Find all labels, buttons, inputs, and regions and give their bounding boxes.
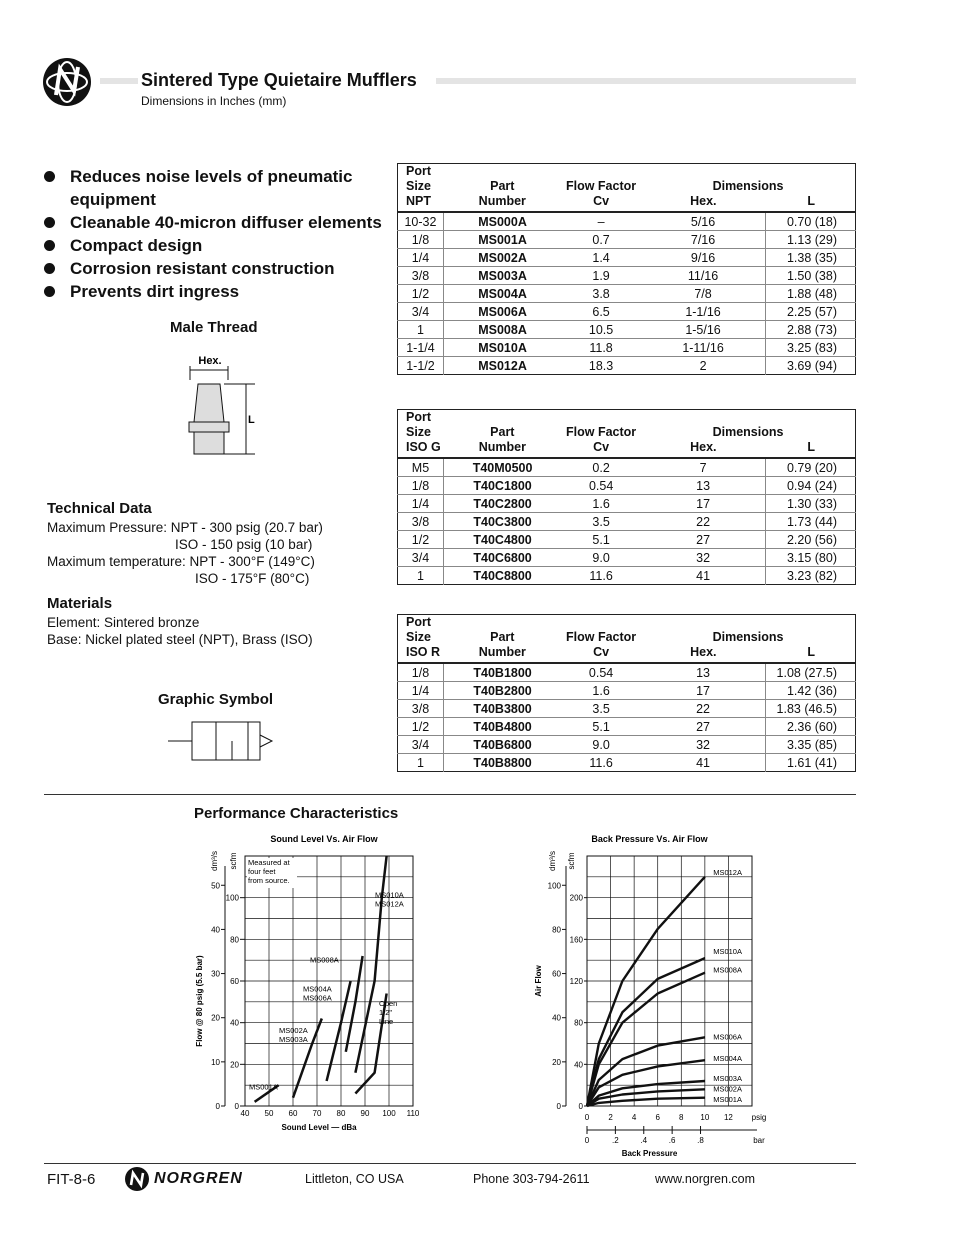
- table-row: [398, 357, 856, 375]
- cell-part: T40B4800: [443, 718, 561, 736]
- series-line: [346, 956, 363, 1052]
- note-text: four feet: [248, 867, 276, 876]
- male-thread-drawing: [180, 350, 260, 460]
- table-row: [398, 663, 856, 682]
- cell-port: 3/8: [398, 513, 444, 531]
- x-tick-psig: 6: [655, 1113, 660, 1122]
- footer-divider: [44, 1163, 856, 1164]
- cell-hex: 27: [641, 531, 766, 549]
- cell-part: T40M0500: [443, 458, 561, 477]
- table-row: [398, 718, 856, 736]
- header-part: Part: [490, 425, 515, 439]
- cell-part: MS006A: [443, 303, 561, 321]
- chart-title: Back Pressure Vs. Air Flow: [591, 834, 708, 844]
- y-tick-label-scfm: 40: [230, 1018, 239, 1028]
- cell-port: 1/8: [398, 477, 444, 495]
- x-tick-label: 110: [406, 1109, 420, 1118]
- cell-hex: 13: [641, 663, 766, 682]
- cell-port: 1/2: [398, 531, 444, 549]
- norgren-footer-logo: [124, 1166, 243, 1192]
- series-label-line: Line: [379, 1017, 394, 1026]
- y-unit-dm3s: dm³/s: [548, 851, 557, 871]
- table-row: [398, 754, 856, 772]
- cell-port: 3/8: [398, 700, 444, 718]
- cell-part: MS003A: [443, 267, 561, 285]
- footer-location: Littleton, CO USA: [305, 1172, 404, 1186]
- header-size: Size: [406, 630, 432, 644]
- x-tick-label: 70: [312, 1109, 322, 1118]
- cell-hex: 17: [641, 495, 766, 513]
- cell-l: 1.08 (27.5): [766, 663, 856, 682]
- page-number: FIT-8-6: [47, 1171, 96, 1188]
- cell-l: 2.20 (56): [766, 531, 856, 549]
- header-hex: Hex.: [641, 194, 766, 212]
- y-tick-label-dm3s: 30: [211, 969, 220, 979]
- header-port: Port: [406, 164, 431, 178]
- cell-part: T40C2800: [443, 495, 561, 513]
- cell-port: 3/4: [398, 303, 444, 321]
- cell-part: MS002A: [443, 249, 561, 267]
- cell-cv: 1.4: [561, 249, 641, 267]
- cell-cv: 0.54: [561, 477, 641, 495]
- x-tick-label: 100: [382, 1109, 396, 1118]
- tech-line: ISO - 175°F (80°C): [195, 571, 310, 586]
- header-flow: Flow Factor: [566, 630, 637, 644]
- cell-cv: 3.8: [561, 285, 641, 303]
- cell-cv: 5.1: [561, 531, 641, 549]
- header-cv: Cv: [561, 645, 641, 663]
- header-flow: Flow Factor: [566, 425, 637, 439]
- iso-g-dimensions-table: [397, 409, 856, 585]
- series-label: MS006A: [713, 1032, 743, 1042]
- material-line: Base: Nickel plated steel (NPT), Brass (ISO): [47, 632, 313, 647]
- cell-part: T40C4800: [443, 531, 561, 549]
- y-tick-dm3s: 40: [552, 1013, 561, 1023]
- cell-port: 1: [398, 754, 444, 772]
- cell-hex: 41: [641, 754, 766, 772]
- tech-line: Maximum temperature: NPT - 300°F (149°C): [47, 554, 315, 569]
- note-text: from source.: [248, 876, 290, 885]
- cell-l: 1.13 (29): [766, 231, 856, 249]
- chart-title: Sound Level Vs. Air Flow: [270, 834, 378, 844]
- series-label-line: MS012A: [375, 899, 404, 909]
- x-tick-label: 90: [360, 1109, 370, 1118]
- cell-port: 1/2: [398, 718, 444, 736]
- cell-cv: 10.5: [561, 321, 641, 339]
- y-tick-scfm: 160: [569, 935, 583, 945]
- y-tick-scfm: 200: [569, 893, 583, 903]
- feature-item: Prevents dirt ingress: [44, 280, 394, 303]
- x-tick-bar: .6: [668, 1136, 676, 1145]
- cell-cv: 0.7: [561, 231, 641, 249]
- cell-l: 1.61 (41): [766, 754, 856, 772]
- header-dims: Dimensions: [712, 630, 784, 644]
- y-tick-label-scfm: 0: [234, 1102, 239, 1111]
- cell-l: 2.36 (60): [766, 718, 856, 736]
- cell-l: 3.69 (94): [766, 357, 856, 375]
- cell-hex: 32: [641, 736, 766, 754]
- x-tick-label: 60: [288, 1109, 298, 1118]
- header-number: Number: [443, 645, 561, 663]
- header-size: Size: [406, 179, 432, 193]
- series-label-line: MS006A: [303, 993, 332, 1003]
- cell-hex: 13: [641, 477, 766, 495]
- x-tick-bar: .8: [697, 1136, 704, 1145]
- cell-port: 1/4: [398, 682, 444, 700]
- cell-port: 3/4: [398, 549, 444, 567]
- graphic-symbol-drawing: [168, 718, 278, 764]
- cell-port: 1/8: [398, 231, 444, 249]
- series-line: [587, 1098, 705, 1106]
- table-row: [398, 513, 856, 531]
- x-tick-label: 40: [240, 1109, 250, 1118]
- cell-cv: 0.54: [561, 663, 641, 682]
- series-label: MS012A: [713, 867, 743, 877]
- y-tick-label-dm3s: 0: [215, 1102, 220, 1111]
- cell-hex: 17: [641, 682, 766, 700]
- x-unit-psig: psig: [751, 1113, 767, 1122]
- cell-l: 1.73 (44): [766, 513, 856, 531]
- npt-dimensions-table: [397, 163, 856, 375]
- series-label: MS010A: [713, 946, 743, 956]
- cell-hex: 1-1/16: [641, 303, 766, 321]
- cell-part: MS004A: [443, 285, 561, 303]
- feature-list: [44, 165, 394, 303]
- y-unit-scfm: scfm: [567, 852, 576, 870]
- y-tick-label-dm3s: 20: [211, 1013, 220, 1023]
- table-row: [398, 267, 856, 285]
- x-axis-label: Sound Level — dBa: [281, 1123, 357, 1132]
- table-row: [398, 231, 856, 249]
- header-type: ISO R: [398, 645, 444, 663]
- header-type: NPT: [398, 194, 444, 212]
- cell-part: T40C1800: [443, 477, 561, 495]
- cell-part: MS001A: [443, 231, 561, 249]
- series-label: MS003A: [713, 1074, 743, 1083]
- cell-port: 3/4: [398, 736, 444, 754]
- series-label-line: 1/2": [379, 1008, 393, 1017]
- table-row: [398, 249, 856, 267]
- male-thread-title: Male Thread: [170, 319, 258, 336]
- cell-l: 1.30 (33): [766, 495, 856, 513]
- y-tick-label-scfm: 20: [230, 1060, 239, 1070]
- table-row: [398, 736, 856, 754]
- y-tick-label-scfm: 80: [230, 935, 239, 945]
- cell-hex: 27: [641, 718, 766, 736]
- cell-part: MS010A: [443, 339, 561, 357]
- cell-port: 1-1/2: [398, 357, 444, 375]
- cell-part: MS000A: [443, 212, 561, 231]
- tech-line: ISO - 150 psig (10 bar): [175, 537, 313, 552]
- table-row: [398, 682, 856, 700]
- header-part: Part: [490, 179, 515, 193]
- header-l: L: [766, 645, 856, 663]
- cell-hex: 22: [641, 513, 766, 531]
- x-tick-label: 50: [264, 1109, 274, 1118]
- cell-cv: 6.5: [561, 303, 641, 321]
- table-row: [398, 531, 856, 549]
- footer-phone: Phone 303-794-2611: [473, 1172, 590, 1186]
- cell-hex: 2: [641, 357, 766, 375]
- header-l: L: [766, 194, 856, 212]
- cell-l: 3.15 (80): [766, 549, 856, 567]
- back-pressure-chart: [530, 828, 770, 1158]
- y-tick-dm3s: 80: [552, 925, 561, 935]
- cell-part: T40B1800: [443, 663, 561, 682]
- header-l: L: [766, 440, 856, 458]
- cell-port: 1/4: [398, 249, 444, 267]
- cell-cv: 0.2: [561, 458, 641, 477]
- cell-part: MS008A: [443, 321, 561, 339]
- cell-l: 2.25 (57): [766, 303, 856, 321]
- header-hex: Hex.: [641, 440, 766, 458]
- materials-data: [47, 614, 313, 648]
- cell-part: MS012A: [443, 357, 561, 375]
- series-label-line: MS003A: [279, 1035, 308, 1045]
- section-divider: [44, 794, 856, 795]
- table-row: [398, 339, 856, 357]
- x-tick-psig: 12: [723, 1113, 733, 1122]
- cell-l: 1.88 (48): [766, 285, 856, 303]
- table-row: [398, 303, 856, 321]
- cell-port: 1/8: [398, 663, 444, 682]
- norgren-n-icon: [124, 1166, 150, 1192]
- cell-l: 0.79 (20): [766, 458, 856, 477]
- y-tick-dm3s: 20: [552, 1057, 561, 1067]
- cell-port: 1: [398, 321, 444, 339]
- cell-cv: 5.1: [561, 718, 641, 736]
- x-tick-psig: 4: [631, 1113, 637, 1122]
- brand-name: NORGREN: [154, 1170, 243, 1187]
- table-row: [398, 321, 856, 339]
- cell-cv: 18.3: [561, 357, 641, 375]
- cell-l: 1.50 (38): [766, 267, 856, 285]
- y-tick-label-scfm: 100: [225, 893, 239, 903]
- y-tick-dm3s: 60: [552, 969, 561, 979]
- footer-web[interactable]: www.norgren.com: [655, 1172, 756, 1186]
- x-tick-bar: .2: [612, 1136, 619, 1145]
- cell-port: 1/4: [398, 495, 444, 513]
- cell-port: M5: [398, 458, 444, 477]
- x-axis-label: Back Pressure: [621, 1149, 678, 1158]
- table-row: [398, 458, 856, 477]
- cell-part: T40B3800: [443, 700, 561, 718]
- y-tick-scfm: 0: [578, 1102, 583, 1111]
- table-row: [398, 477, 856, 495]
- y-tick-scfm: 80: [574, 1018, 583, 1028]
- header-rule: [100, 78, 138, 84]
- cell-port: 1/2: [398, 285, 444, 303]
- cell-hex: 41: [641, 567, 766, 585]
- tech-line: Maximum Pressure: NPT - 300 psig (20.7 bar): [47, 520, 323, 535]
- x-tick-psig: 2: [608, 1113, 613, 1122]
- cell-hex: 1-11/16: [641, 339, 766, 357]
- cell-hex: 32: [641, 549, 766, 567]
- table-row: [398, 212, 856, 231]
- cell-part: T40B6800: [443, 736, 561, 754]
- y-axis-label: Air Flow: [534, 965, 543, 997]
- cell-cv: 1.6: [561, 495, 641, 513]
- cell-part: T40C8800: [443, 567, 561, 585]
- y-tick-label-dm3s: 50: [211, 881, 220, 891]
- header-flow: Flow Factor: [565, 179, 637, 193]
- cell-hex: 1-5/16: [641, 321, 766, 339]
- y-tick-label-dm3s: 10: [211, 1057, 220, 1067]
- cell-cv: 3.5: [561, 700, 641, 718]
- series-label: MS002A: [713, 1084, 743, 1094]
- cell-cv: 11.8: [561, 339, 641, 357]
- series-label: MS001A: [713, 1094, 743, 1104]
- cell-l: 3.25 (83): [766, 339, 856, 357]
- cell-cv: –: [561, 212, 641, 231]
- header-cv: Cv: [561, 194, 641, 212]
- series-label: MS008A: [713, 965, 743, 975]
- cell-l: 0.94 (24): [766, 477, 856, 495]
- series-label-line: MS004A: [303, 984, 332, 994]
- cell-l: 1.42 (36): [766, 682, 856, 700]
- y-tick-dm3s: 100: [547, 881, 561, 891]
- table-row: [398, 549, 856, 567]
- cell-cv: 3.5: [561, 513, 641, 531]
- header-port: Port: [406, 410, 431, 424]
- y-axis-label: Flow @ 80 psig (5.5 bar): [195, 955, 204, 1047]
- page-title: Sintered Type Quietaire Mufflers: [141, 70, 417, 90]
- header-part: Part: [490, 630, 515, 644]
- series-label-line: MS010A: [375, 890, 404, 900]
- feature-item: Cleanable 40-micron diffuser elements: [44, 211, 394, 234]
- cell-cv: 1.9: [561, 267, 641, 285]
- cell-port: 3/8: [398, 267, 444, 285]
- technical-title: Technical Data: [47, 500, 152, 517]
- technical-data: [47, 519, 387, 587]
- page-subtitle: Dimensions in Inches (mm): [141, 94, 287, 108]
- table-row: [398, 700, 856, 718]
- cell-cv: 11.6: [561, 567, 641, 585]
- y-unit-dm3s: dm³/s: [210, 851, 219, 871]
- header-dims: Dimensions: [712, 179, 784, 193]
- cell-cv: 1.6: [561, 682, 641, 700]
- cell-l: 3.35 (85): [766, 736, 856, 754]
- cell-hex: 7: [641, 458, 766, 477]
- cell-port: 1: [398, 567, 444, 585]
- materials-title: Materials: [47, 595, 113, 612]
- cell-l: 1.83 (46.5): [766, 700, 856, 718]
- cell-l: 1.38 (35): [766, 249, 856, 267]
- cell-l: 0.70 (18): [766, 212, 856, 231]
- cell-hex: 11/16: [641, 267, 766, 285]
- hex-label: Hex.: [198, 355, 222, 367]
- header-number: Number: [443, 440, 561, 458]
- cell-cv: 9.0: [561, 549, 641, 567]
- x-unit-bar: bar: [753, 1136, 765, 1145]
- norgren-globe-icon: [42, 57, 92, 107]
- cell-hex: 7/16: [641, 231, 766, 249]
- y-tick-scfm: 40: [574, 1060, 583, 1070]
- series-label-line: MS008A: [310, 955, 339, 965]
- series-label-line: MS002A: [279, 1026, 308, 1036]
- y-tick-label-dm3s: 40: [211, 925, 220, 935]
- x-tick-label: 80: [336, 1109, 346, 1118]
- header-rule: [436, 78, 856, 84]
- graphic-symbol-title: Graphic Symbol: [158, 691, 274, 708]
- cell-cv: 9.0: [561, 736, 641, 754]
- x-tick-psig: 10: [700, 1113, 710, 1122]
- cell-hex: 22: [641, 700, 766, 718]
- y-tick-label-scfm: 60: [230, 977, 239, 986]
- x-tick-psig: 8: [679, 1113, 684, 1122]
- feature-item: Compact design: [44, 234, 394, 257]
- x-tick-psig: 0: [584, 1113, 590, 1122]
- header-type: ISO G: [398, 440, 444, 458]
- cell-port: 1-1/4: [398, 339, 444, 357]
- note-text: Measured at: [248, 858, 290, 867]
- cell-cv: 11.6: [561, 754, 641, 772]
- cell-port: 10-32: [398, 212, 444, 231]
- cell-part: T40C3800: [443, 513, 561, 531]
- material-line: Element: Sintered bronze: [47, 615, 200, 630]
- feature-item: Corrosion resistant construction: [44, 257, 394, 280]
- y-tick-dm3s: 0: [556, 1102, 561, 1111]
- performance-title: Performance Characteristics: [194, 805, 399, 822]
- cell-part: T40C6800: [443, 549, 561, 567]
- cell-hex: 9/16: [641, 249, 766, 267]
- cell-l: 3.23 (82): [766, 567, 856, 585]
- series-label: MS004A: [713, 1054, 743, 1064]
- header-hex: Hex.: [641, 645, 766, 663]
- table-row: [398, 495, 856, 513]
- header-dims: Dimensions: [712, 425, 784, 439]
- cell-hex: 5/16: [641, 212, 766, 231]
- y-tick-scfm: 120: [569, 977, 583, 986]
- cell-hex: 7/8: [641, 285, 766, 303]
- iso-r-dimensions-table: [397, 614, 856, 772]
- cell-l: 2.88 (73): [766, 321, 856, 339]
- header-port: Port: [406, 615, 431, 629]
- cell-part: T40B8800: [443, 754, 561, 772]
- header-cv: Cv: [561, 440, 641, 458]
- x-tick-bar: 0: [584, 1136, 590, 1145]
- cell-part: T40B2800: [443, 682, 561, 700]
- series-label-line: MS001A: [249, 1082, 278, 1092]
- series-label-line: Open: [379, 999, 398, 1008]
- table-row: [398, 285, 856, 303]
- table-row: [398, 567, 856, 585]
- x-tick-bar: .4: [640, 1136, 648, 1145]
- header-size: Size: [406, 425, 432, 439]
- feature-item: Reduces noise levels of pneumatic equipment: [44, 165, 394, 211]
- sound-level-chart: [190, 828, 440, 1138]
- y-unit-scfm: scfm: [229, 852, 238, 870]
- header-number: Number: [443, 194, 561, 212]
- l-label: L: [248, 414, 255, 426]
